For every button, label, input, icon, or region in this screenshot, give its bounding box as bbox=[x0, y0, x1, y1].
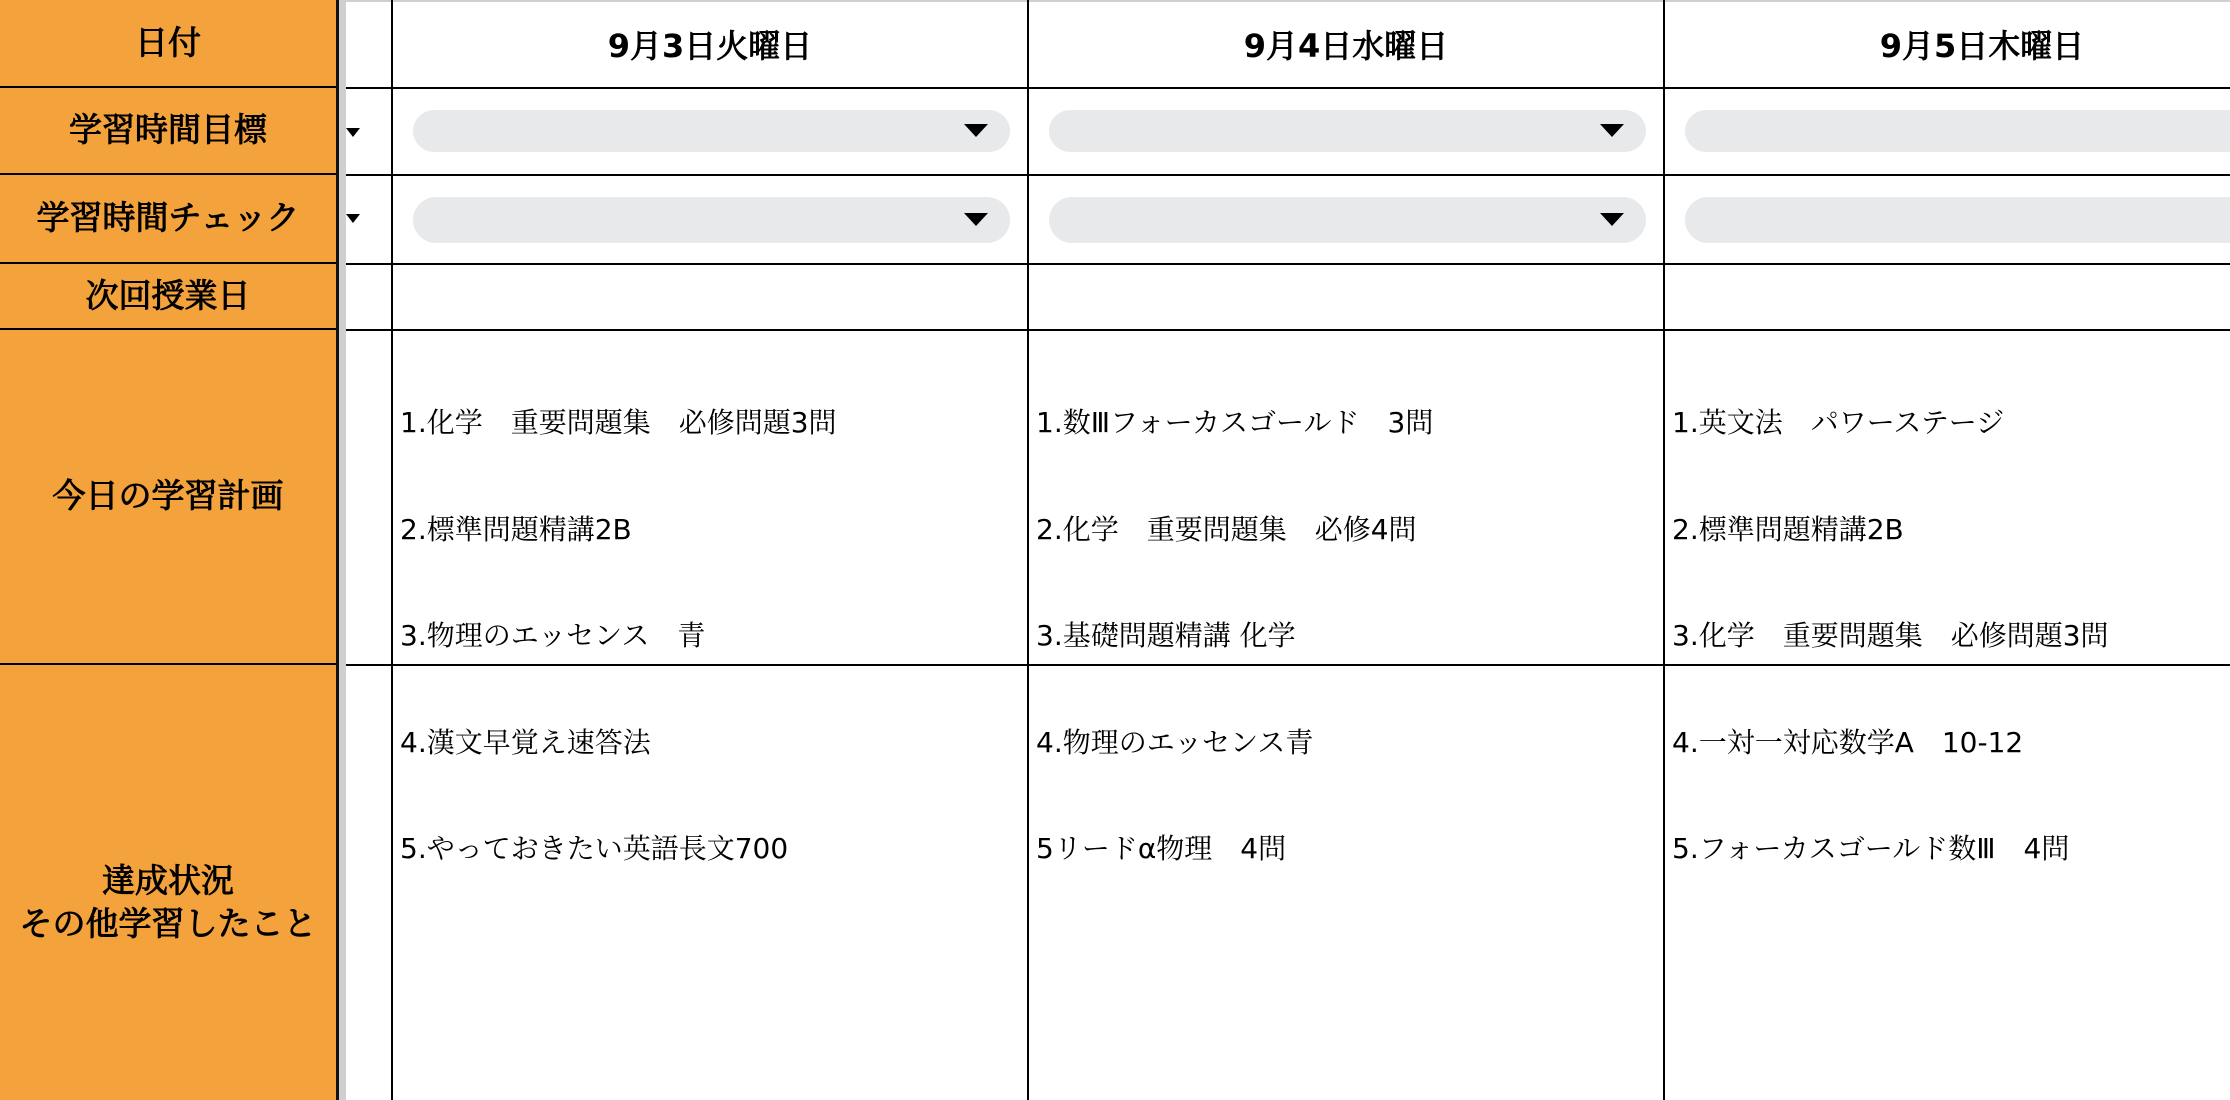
grid-line bbox=[346, 329, 2230, 331]
chevron-down-icon bbox=[964, 124, 988, 137]
chevron-down-icon bbox=[346, 128, 360, 137]
frozen-column-divider[interactable] bbox=[336, 0, 346, 1100]
achievement-cell-day2[interactable] bbox=[1029, 666, 1663, 1100]
study-time-goal-dropdown-day3[interactable] bbox=[1685, 110, 2230, 152]
row-header-study-time-check-label: 学習時間チェック bbox=[36, 198, 300, 238]
date-header-day2[interactable] bbox=[1029, 0, 1663, 88]
plan-item: 2.標準問題精講2B bbox=[1672, 512, 1904, 546]
achievement-cell-day1[interactable] bbox=[393, 666, 1027, 1100]
date-header-day3[interactable] bbox=[1665, 0, 2230, 88]
chevron-down-icon bbox=[964, 213, 988, 226]
row-header-achievement-line1: 達成状況 bbox=[102, 861, 234, 901]
next-class-date-cell-day1[interactable] bbox=[393, 265, 1027, 329]
chevron-down-icon bbox=[1600, 213, 1624, 226]
plan-item: 4.漢文早覚え速答法 bbox=[400, 725, 651, 759]
next-class-date-cell-day2[interactable] bbox=[1029, 265, 1663, 329]
row-header-next-class-date[interactable] bbox=[0, 264, 336, 330]
date-header-day1-label: 9月3日火曜日 bbox=[607, 27, 813, 65]
date-header-day1[interactable] bbox=[393, 0, 1027, 88]
row-header-date-label: 日付 bbox=[135, 22, 201, 62]
study-time-check-dropdown-day3[interactable] bbox=[1685, 197, 2230, 243]
next-class-date-cell-day3[interactable] bbox=[1665, 265, 2230, 329]
plan-item: 5.やっておきたい英語長文700 bbox=[400, 832, 789, 865]
plan-item: 1.数Ⅲフォーカスゴールド 3問 bbox=[1036, 406, 1434, 439]
plan-item: 3.化学 重要問題集 必修問題3問 bbox=[1672, 619, 2109, 652]
grid-line bbox=[346, 174, 2230, 176]
plan-item: 4.物理のエッセンス青 bbox=[1036, 725, 1314, 759]
study-time-goal-dropdown-day1[interactable] bbox=[413, 110, 1010, 152]
plan-item: 1.英文法 パワーステージ bbox=[1672, 406, 2005, 439]
plan-item: 4.一対一対応数学A 10-12 bbox=[1672, 725, 2024, 759]
row-header-study-time-check[interactable] bbox=[0, 175, 336, 264]
row-header-next-class-date-label: 次回授業日 bbox=[85, 275, 251, 315]
achievement-cell-day3[interactable] bbox=[1665, 666, 2230, 1100]
row-header-study-time-goal[interactable] bbox=[0, 88, 336, 175]
row-header-study-time-goal-label: 学習時間目標 bbox=[69, 110, 267, 150]
study-time-goal-dropdown-day2[interactable] bbox=[1049, 110, 1646, 152]
chevron-down-icon bbox=[346, 214, 360, 223]
plan-item: 5リードα物理 4問 bbox=[1036, 832, 1287, 865]
row-header-todays-plan[interactable] bbox=[0, 330, 336, 665]
date-header-day2-label: 9月4日水曜日 bbox=[1243, 27, 1449, 65]
plan-item: 3.基礎問題精講 化学 bbox=[1036, 619, 1296, 652]
chevron-down-icon bbox=[1600, 124, 1624, 137]
study-time-check-dropdown-day1[interactable] bbox=[413, 197, 1010, 243]
plan-item: 2.標準問題精講2B bbox=[400, 512, 632, 546]
study-time-check-dropdown-day2[interactable] bbox=[1049, 197, 1646, 243]
plan-item: 1.化学 重要問題集 必修問題3問 bbox=[400, 406, 837, 439]
plan-item: 2.化学 重要問題集 必修4問 bbox=[1036, 512, 1417, 546]
row-header-date[interactable] bbox=[0, 0, 336, 88]
row-header-achievement-line2: その他学習したこと bbox=[19, 903, 317, 943]
row-header-todays-plan-label: 今日の学習計画 bbox=[52, 476, 284, 516]
date-header-day3-label: 9月5日木曜日 bbox=[1879, 27, 2085, 65]
row-header-achievement[interactable] bbox=[0, 665, 336, 1100]
row-header-column bbox=[0, 0, 336, 1100]
plan-item: 3.物理のエッセンス 青 bbox=[400, 619, 706, 652]
plan-item: 5.フォーカスゴールド数Ⅲ 4問 bbox=[1672, 832, 2070, 865]
hidden-column-sliver bbox=[346, 0, 392, 1100]
